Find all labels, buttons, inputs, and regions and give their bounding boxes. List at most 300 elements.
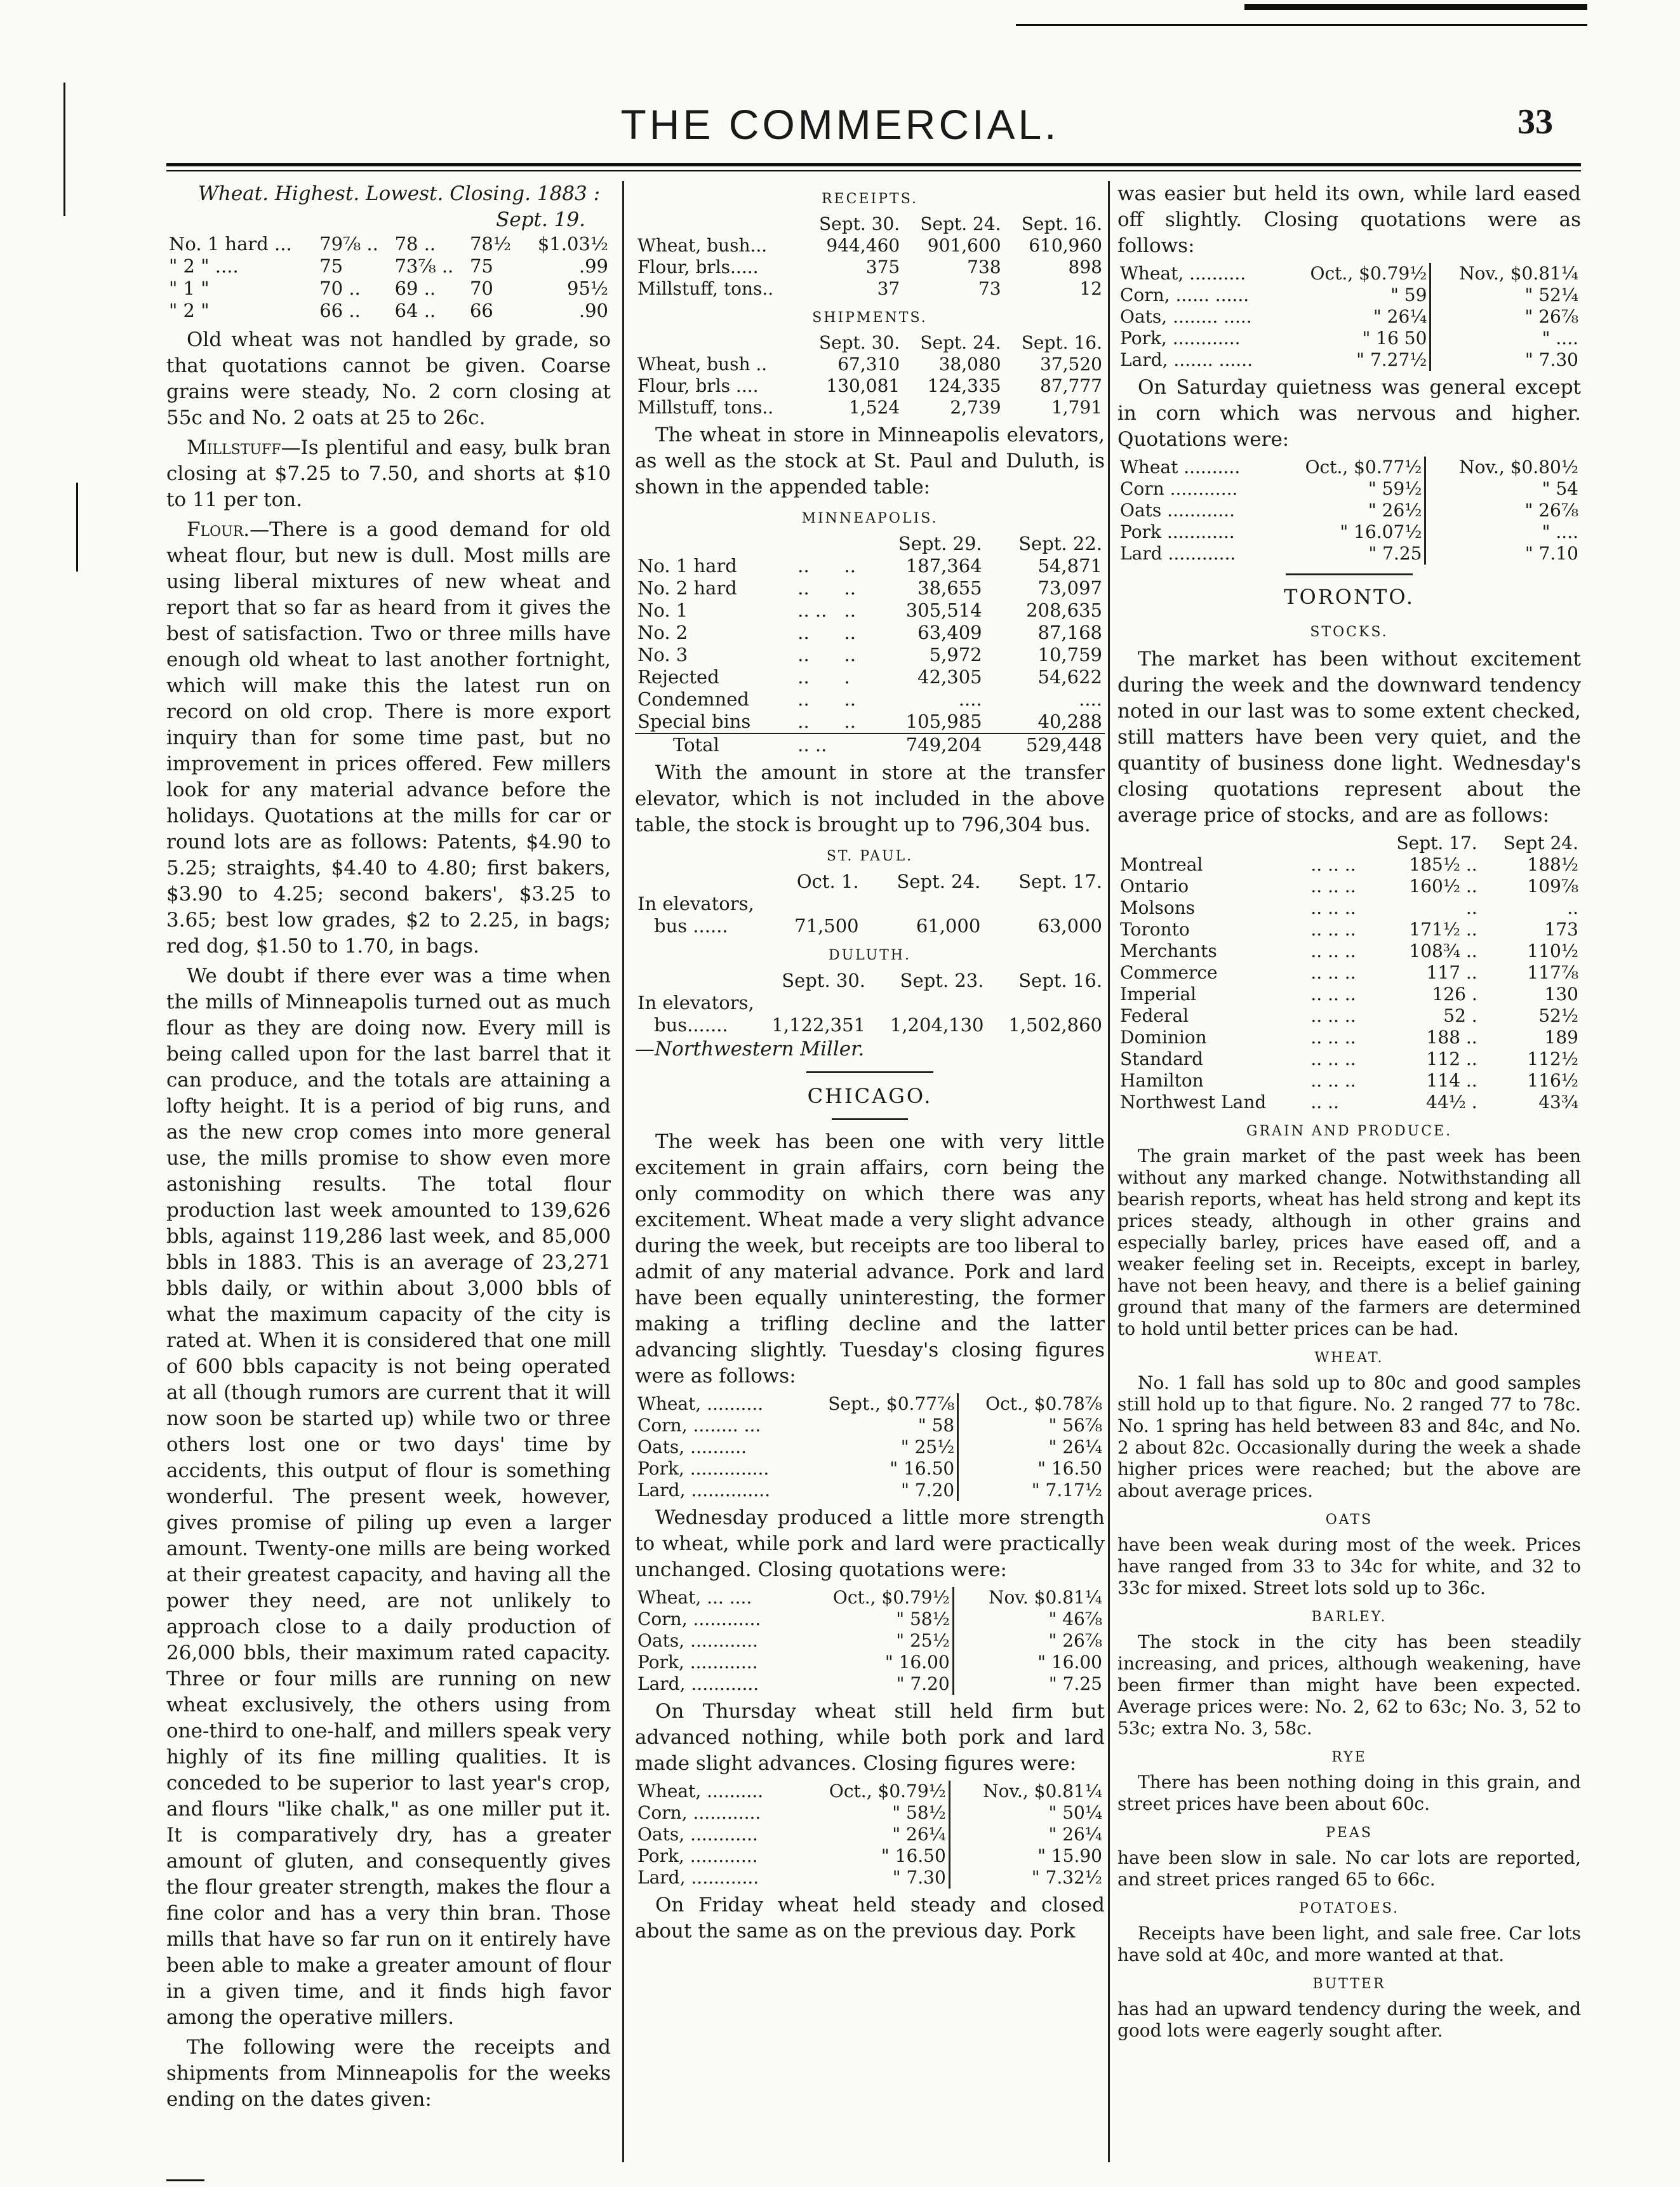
table-row	[1117, 328, 1581, 349]
table-cell: Oats, ........ .....	[1120, 306, 1252, 327]
table-cell: " 7.10	[1425, 543, 1581, 565]
table-cell	[635, 332, 801, 354]
table-cell: Nov. $0.81¼	[953, 1587, 1105, 1608]
table-cell: Sept. 16.	[1021, 332, 1102, 353]
table-cell: " 59½	[1368, 478, 1422, 499]
table-cell: Molsons	[1120, 897, 1196, 918]
column-2	[635, 181, 1105, 2137]
table-cell: 12	[1079, 278, 1102, 299]
top-rule-thick	[1244, 4, 1587, 10]
page-title: THE COMMERCIAL.	[620, 101, 1060, 148]
table-cell: Sept. 24.	[920, 332, 1001, 353]
paragraph: On Saturday quietness was general except in corn which was nervous and higher. Quotations were:	[1117, 376, 1581, 451]
section-heading: STOCKS.	[1310, 624, 1389, 640]
table-cell: 52½	[1538, 1005, 1578, 1026]
table-cell: " 7.25	[953, 1673, 1105, 1695]
table-cell: No. 1	[637, 599, 688, 621]
table-row	[635, 688, 1105, 711]
table-row	[1117, 1092, 1581, 1113]
section-heading-chicago: CHICAGO.	[807, 1084, 933, 1108]
table-row	[1117, 876, 1581, 897]
paragraph: There has been nothing doing in this grain, and street prices have been about 60c.	[1117, 1772, 1581, 1814]
table-cell: Rejected	[637, 666, 719, 688]
table-cell: Toronto	[1120, 919, 1190, 940]
table-cell: 187,364	[905, 555, 982, 577]
table-cell: ..	[1567, 897, 1578, 918]
table-cell: 38,080	[938, 354, 1001, 375]
table-row	[635, 1824, 1105, 1845]
table-cell: " 2 "	[169, 300, 210, 321]
table-cell: " 16.00	[953, 1652, 1105, 1673]
minneapolis-table	[635, 533, 1105, 756]
table-cell: 114 ..	[1426, 1070, 1477, 1091]
table-cell: Wheat, ..........	[1120, 263, 1246, 284]
table-cell: Wheat, ..........	[637, 1393, 764, 1414]
table-cell: ..	[844, 644, 856, 665]
paragraph: We doubt if there ever was a time when the mills of Minneapolis turned out as much flour as they are doing now. Every mill is being called upon for the last barrel that it can produce, and the totals are attaining a lofty height. It is a period of big runs, and as the new crop comes into more general use, the mills promise to show even more astonishing results. The total flour production last week amounted to 139,626 bbls, against 119,286 last week, and 85,000 bbls in 1883. This is an average of 23,271 bbls daily, or within about 3,000 bbls of what the maximum capacity of the city is rated at. When it is considered that one mill of 600 bbls capacity is not being operated at all (though rumors are current that it will now soon be started up) while two or three others lost one or two days' time by accidents, this output of flour is something wonderful. The present week, however, gives promise of piling up even a larger amount. Twenty-one mills are being worked at their greatest capacity, and having all the power they need, are not unlikely to approach close to a daily production of 26,000 bbls, their maximum rated capacity. Three or four mills are running on new wheat exclusively, the others using from one-third to one-half, and millers speak very highly of its fine milling qualities. It is conceded to be superior to last year's crop, and flours "like chalk," as one miller put it. It is comparatively dry, has a greater amount of gluten, and consequently gives the flour greater strength, makes the flour a fine color and has a very thin bran. Those mills that have so far run on it entirely have been able to make a greater amount of flour in a given time, and it finds high favor among the operative millers.	[166, 965, 611, 2029]
table-cell: Lard ............	[1120, 543, 1236, 564]
table-cell: Oct. 1.	[796, 871, 859, 892]
section-heading: SHIPMENTS.	[812, 310, 928, 326]
table-cell: 52 .	[1443, 1005, 1477, 1026]
table-cell: " 59	[1390, 284, 1427, 305]
table-row	[635, 375, 1105, 397]
paragraph-text: —There is a good demand for old wheat flour, but new is dull. Most mills are using liberal mixtures of new wheat and report that so far as heard from it gives the best of satisfaction. Two or three mills have enough old wheat to last another fortnight, which will make this the latest run on record on old crop. There is more export inquiry than for some time past, but no improvement in prices offered. Few millers look for any material advance before the holidays. Quotations at the mills for car or round lots are as follows: Patents, $4.90 to 5.25; straights, $4.40 to 4.80; first bakers, $3.90 to 4.25; second bakers', $3.25 to 3.65; best low grades, $2 to 2.25, in bags; red dog, $1.50 to 1.70, in bags.	[166, 518, 611, 958]
paragraph: The stock in the city has been steadily increasing, and prices, although weakening, have been firmer than might have been expected. Average prices were: No. 2, 62 to 63c; No. 3, 52 to 53c; extra No. 3, 58c.	[1117, 1631, 1581, 1739]
table-row	[1117, 897, 1581, 919]
quotes-table	[635, 1781, 1105, 1889]
table-row	[635, 871, 1105, 893]
table-cell: 529,448	[1026, 734, 1102, 756]
section-heading: GRAIN AND PRODUCE.	[1246, 1123, 1453, 1139]
table-cell: 37,520	[1040, 354, 1102, 375]
table-cell: " 25½	[900, 1436, 955, 1457]
table-row	[1117, 521, 1581, 543]
table-cell: 185½ ..	[1409, 854, 1477, 875]
stocks-table	[1117, 833, 1581, 1113]
table-cell: ....	[958, 688, 982, 710]
table-cell: Oats, ............	[637, 1630, 758, 1651]
table-cell: Hamilton	[1120, 1070, 1204, 1091]
table-row	[635, 332, 1105, 354]
table-row	[1117, 284, 1581, 306]
table-row	[635, 1608, 1105, 1630]
table-cell: .. ..	[797, 599, 827, 621]
shipments-table	[635, 332, 1105, 418]
table-cell: 61,000	[916, 915, 981, 937]
table-cell: 109⅞	[1527, 876, 1578, 897]
table-cell: 70 ..	[319, 278, 361, 299]
table-cell: " 58	[917, 1415, 955, 1436]
table-cell: Corn, ............	[637, 1802, 761, 1823]
table-cell: .. .. ..	[1310, 876, 1356, 897]
paragraph: Receipts have been light, and sale free. Car lots have sold at 40c, and more wanted at that.	[1117, 1923, 1581, 1965]
table-cell: 5,972	[929, 644, 982, 665]
table-row	[635, 644, 1105, 666]
table-cell: Sept. 16.	[1018, 970, 1102, 991]
table-row	[635, 1802, 1105, 1824]
table-cell: " 2 " ....	[169, 255, 239, 277]
table-cell: .	[844, 666, 850, 688]
table-cell: " ....	[1425, 521, 1581, 543]
table-cell: ..	[844, 622, 856, 643]
table-cell: ..	[844, 555, 856, 577]
column-rule-1	[622, 181, 624, 2162]
table-cell: .. .. ..	[1310, 1070, 1356, 1091]
table-cell: 305,514	[905, 599, 982, 621]
paragraph: The grain market of the past week has been without any marked change. Notwithstanding all bearish reports, wheat has held strong and kept its prices steady, although in other grains and especially barley, prices have eased off, and a weaker feeling set in. Receipts, except in barley, have not been heavy, and there is a belief gaining ground that many of the farmers are determined to hold until better prices can be had.	[1117, 1146, 1581, 1339]
table-row	[635, 1867, 1105, 1889]
table-cell: " 58½	[892, 1802, 946, 1823]
section-heading: BUTTER	[1312, 1976, 1386, 1992]
table-cell: Wheat, bush ..	[637, 354, 768, 375]
paragraph-flour	[166, 517, 611, 960]
table-cell: 38,655	[917, 577, 982, 599]
table-cell: 1,122,351	[771, 1014, 866, 1036]
top-rule-thin	[1016, 24, 1587, 26]
table-cell: " 16.50	[890, 1458, 955, 1479]
table-row	[1117, 962, 1581, 984]
paragraph: With the amount in store at the transfer elevator, which is not included in the above table, the stock is brought up to 796,304 bus.	[635, 761, 1105, 836]
table-cell: No. 2	[637, 622, 688, 643]
table-cell: " 46⅞	[953, 1608, 1105, 1630]
table-cell: Pork, ............	[1120, 328, 1241, 349]
table-cell: 188 ..	[1426, 1027, 1477, 1048]
table-cell: 63,000	[1037, 915, 1102, 937]
divider	[1286, 573, 1413, 575]
table-cell: " 1 "	[169, 278, 210, 299]
table-row	[635, 1845, 1105, 1867]
table-row	[166, 233, 611, 255]
table-cell: " 52¼	[1430, 284, 1581, 306]
section-heading: BARLEY.	[1311, 1609, 1387, 1625]
paragraph-lead: Flour.	[187, 518, 250, 541]
table-cell: 73,097	[1037, 577, 1102, 599]
quotes-table	[635, 1587, 1105, 1695]
table-row	[1117, 940, 1581, 962]
table-cell: In elevators,	[637, 992, 754, 1013]
table-cell: No. 1 hard	[637, 555, 737, 577]
table-cell: 1,204,130	[890, 1014, 984, 1036]
table-cell: Oats, ..........	[637, 1436, 747, 1457]
page-number: 33	[1517, 102, 1553, 142]
table-row	[635, 1480, 1105, 1501]
table-row	[1117, 500, 1581, 521]
table-cell: Flour, brls.....	[637, 257, 759, 278]
table-cell: Sept. 23.	[900, 970, 984, 991]
table-cell: 87,777	[1040, 375, 1102, 396]
paragraph: On Friday wheat held steady and closed about the same as on the previous day. Pork	[635, 1894, 1105, 1943]
table-row	[1117, 1070, 1581, 1092]
table-cell: Sept. 30.	[818, 332, 900, 353]
table-cell	[635, 533, 864, 555]
table-cell: Oats ............	[1120, 500, 1235, 521]
table-cell: " 58½	[896, 1608, 950, 1629]
paragraph: The following were the receipts and shipments from Minneapolis for the weeks ending on the dates given:	[166, 2036, 611, 2111]
table-cell: 944,460	[826, 235, 900, 256]
table-row	[635, 599, 1105, 622]
section-heading: RECEIPTS.	[822, 191, 918, 207]
table-cell: 188½	[1527, 854, 1578, 875]
table-cell: " 26⅞	[1430, 306, 1581, 328]
table-row	[635, 533, 1105, 555]
table-cell: .. .. ..	[1310, 984, 1356, 1005]
table-cell: Wheat, ..........	[637, 1781, 764, 1802]
table-cell: " 16.50	[958, 1458, 1105, 1480]
table-row	[635, 213, 1105, 235]
table-row	[635, 577, 1105, 599]
table-cell: Lard, ............	[637, 1867, 759, 1888]
table-cell: .. ..	[797, 734, 827, 756]
table-cell: ..	[844, 711, 856, 732]
table-row	[1117, 263, 1581, 284]
table-cell: Sept. 22.	[1018, 533, 1102, 554]
table-cell: .. .. ..	[1310, 919, 1356, 940]
table-cell: Corn ............	[1120, 478, 1238, 499]
table-row	[635, 354, 1105, 375]
paragraph: Wednesday produced a little more strength to wheat, while pork and lard were practically unchanged. Closing quotations were:	[635, 1506, 1105, 1581]
table-cell: .99	[578, 255, 608, 277]
table-row	[635, 235, 1105, 257]
table-cell: " 7.25	[1368, 543, 1422, 564]
table-cell: Commerce	[1120, 962, 1218, 983]
table-cell: " 7.30	[1430, 349, 1581, 371]
table-cell: Lard, ............	[637, 1673, 759, 1694]
table-cell: 69 ..	[394, 278, 436, 299]
paragraph: No. 1 fall has sold up to 80c and good samples still hold up to that figure. No. 2 ranged 77 to 78c. No. 1 spring has held between 83 and 84c, and No. 2 about 82c. Occasionally during the week a shade higher prices were reached; but the above are about average prices.	[1117, 1372, 1581, 1501]
table-row	[1117, 833, 1581, 854]
table-row	[635, 1781, 1105, 1802]
table-cell: Pork, ............	[637, 1845, 758, 1866]
table-cell: " 26⅞	[953, 1630, 1105, 1652]
section-heading-toronto: TORONTO.	[1284, 585, 1415, 609]
column-1	[166, 181, 611, 2137]
table-cell: ..	[1465, 897, 1477, 918]
paragraph: have been weak during most of the week. Prices have ranged from 33 to 34c for white, and 32 to 33c for mixed. Street lots sold up to 36c.	[1117, 1534, 1581, 1598]
paragraph: On Thursday wheat still held firm but advanced nothing, while both pork and lard made slight advances. Closing figures were:	[635, 1700, 1105, 1775]
section-heading: PEAS	[1326, 1825, 1373, 1841]
table-cell: " 7.27½	[1356, 349, 1427, 370]
table-cell: 1,524	[849, 397, 900, 418]
table-cell: ..	[797, 555, 810, 577]
table-cell: Nov., $0.81¼	[949, 1781, 1105, 1802]
source-credit: —Northwestern Miller.	[635, 1038, 865, 1060]
table-cell: 70	[469, 278, 493, 299]
table-cell: 160½ ..	[1409, 876, 1477, 897]
table-cell: " 26½	[1368, 500, 1422, 521]
table-cell: 117⅞	[1527, 962, 1578, 983]
table-row	[635, 1415, 1105, 1436]
table-row	[635, 893, 1105, 915]
table-cell: ..	[797, 711, 810, 732]
table-cell: Wheat ..........	[1120, 457, 1241, 478]
table-row	[635, 278, 1105, 300]
table-cell: ..	[844, 577, 856, 599]
table-cell: 375	[865, 257, 900, 278]
section-heading: ST. PAUL.	[826, 848, 914, 864]
table-cell: 66	[469, 300, 493, 321]
table-cell: 105,985	[905, 711, 982, 732]
table-cell: 124,335	[927, 375, 1001, 396]
table-cell: Sept. 24.	[920, 213, 1001, 234]
section-heading: MINNEAPOLIS.	[801, 511, 938, 526]
table-cell: 116½	[1527, 1070, 1578, 1091]
table-cell: " 26⅞	[1425, 500, 1581, 521]
paragraph-lead: Millstuff	[187, 436, 281, 459]
table-cell: 73	[978, 278, 1001, 299]
column-rule-2	[1108, 181, 1110, 2162]
table-cell: Total	[673, 734, 719, 756]
table-cell: 112 ..	[1426, 1048, 1477, 1069]
table-cell: " 25½	[896, 1630, 950, 1651]
table-cell: Dominion	[1120, 1027, 1207, 1048]
table-cell: Oct., $0.77½	[1305, 457, 1422, 478]
table-row	[1117, 349, 1581, 371]
table-cell: Wheat, ... ....	[637, 1587, 752, 1608]
wheat-table-date: Sept. 19.	[496, 208, 585, 231]
table-row	[635, 666, 1105, 688]
table-cell: ..	[797, 666, 810, 688]
table-row	[635, 1436, 1105, 1458]
table-cell: " 7.30	[892, 1867, 946, 1888]
table-cell: No. 1 hard ...	[169, 233, 292, 255]
table-row	[635, 257, 1105, 278]
table-cell: " 26¼	[958, 1436, 1105, 1458]
table-cell	[635, 213, 801, 235]
table-cell: Flour, brls ....	[637, 375, 759, 396]
table-cell: .90	[578, 300, 608, 321]
table-cell: " 26¼	[1373, 306, 1427, 327]
table-cell: Sept. 30.	[818, 213, 900, 234]
table-cell: Wheat, bush...	[637, 235, 768, 256]
table-cell: 87,168	[1037, 622, 1102, 643]
table-cell: 40,288	[1037, 711, 1102, 732]
table-cell: 64 ..	[394, 300, 436, 321]
table-cell: 75	[319, 255, 343, 277]
table-row	[635, 1630, 1105, 1652]
wheat-table-header: Wheat. Highest. Lowest. Closing. 1883 :	[198, 182, 601, 205]
table-cell: 95½	[566, 278, 608, 299]
table-cell: Corn, ............	[637, 1608, 761, 1629]
table-cell: 1,791	[1051, 397, 1102, 418]
table-cell: .. .. ..	[1310, 1048, 1356, 1069]
table-cell: No. 2 hard	[637, 577, 737, 599]
table-cell: Millstuff, tons..	[637, 397, 774, 418]
table-cell: Lard, ....... ......	[1120, 349, 1253, 370]
table-cell: " 16.00	[884, 1652, 950, 1673]
table-cell: " 16.50	[881, 1845, 946, 1866]
table-cell: 130	[1544, 984, 1578, 1005]
table-cell: " 7.20	[896, 1673, 950, 1694]
table-cell: " 56⅞	[958, 1415, 1105, 1436]
table-cell: Oct., $0.78⅞	[958, 1393, 1105, 1415]
table-cell: 901,600	[927, 235, 1001, 256]
table-cell: ..	[797, 688, 810, 710]
left-margin-mark-2	[76, 483, 78, 572]
paragraph-text: —Is plentiful and easy, bulk bran closing at $7.25 to 7.50, and shorts at $10 to 11 per ton.	[166, 436, 611, 511]
section-heading: POTATOES.	[1298, 1901, 1400, 1916]
table-cell: 208,635	[1026, 599, 1102, 621]
table-row	[635, 970, 1105, 992]
table-cell: 1,502,860	[1008, 1014, 1102, 1036]
table-cell: 749,204	[905, 734, 982, 756]
table-cell: 10,759	[1037, 644, 1102, 665]
table-cell: Merchants	[1120, 940, 1217, 961]
table-cell: Sept. 24.	[897, 871, 981, 892]
table-cell: Oct., $0.79½	[829, 1781, 946, 1802]
table-cell: " 54	[1425, 478, 1581, 500]
table-cell: " 7.32½	[949, 1867, 1105, 1889]
table-cell: ..	[797, 644, 810, 665]
section-heading: RYE	[1331, 1749, 1367, 1765]
table-row	[1117, 543, 1581, 565]
table-cell: 117 ..	[1426, 962, 1477, 983]
table-cell: 75	[469, 255, 493, 277]
table-cell: Special bins	[637, 711, 751, 732]
table-cell: Corn, ...... ......	[1120, 284, 1250, 305]
table-cell: 63,409	[917, 622, 982, 643]
table-cell: $1.03½	[537, 233, 608, 255]
table-cell: " 7.17½	[958, 1480, 1105, 1501]
table-row	[1117, 984, 1581, 1005]
paragraph: have been slow in sale. No car lots are reported, and street prices ranged 65 to 66c.	[1117, 1847, 1581, 1890]
table-cell: Pork, ............	[637, 1652, 758, 1673]
table-cell: 2,739	[950, 397, 1001, 418]
table-cell: 54,622	[1037, 666, 1102, 688]
table-cell: 610,960	[1029, 235, 1102, 256]
table-cell: " 7.20	[901, 1480, 955, 1501]
wheat-table	[166, 233, 611, 322]
table-cell: Standard	[1120, 1048, 1204, 1069]
table-cell: bus ......	[654, 915, 728, 937]
table-cell: Sept. 16.	[1021, 213, 1102, 234]
table-cell: Condemned	[637, 688, 749, 710]
quotes-table	[1117, 263, 1581, 371]
section-heading: DULUTH.	[829, 947, 911, 963]
table-cell: Lard, ..............	[637, 1480, 771, 1501]
table-cell: 738	[967, 257, 1001, 278]
table-cell: ..	[844, 688, 856, 710]
table-row	[1117, 1005, 1581, 1027]
table-cell: " 26¼	[949, 1824, 1105, 1845]
table-row	[635, 1587, 1105, 1608]
table-cell: ..	[797, 577, 810, 599]
section-heading: WHEAT.	[1314, 1350, 1384, 1366]
table-row	[635, 1458, 1105, 1480]
table-cell: 79⅞ ..	[319, 233, 378, 255]
duluth-table	[635, 970, 1105, 1036]
table-row	[166, 255, 611, 278]
table-cell	[635, 970, 750, 992]
table-cell: Sept 24.	[1503, 833, 1578, 853]
table-cell: Montreal	[1120, 854, 1203, 875]
table-row	[635, 397, 1105, 418]
header-rule-thin	[166, 170, 1581, 171]
column-3	[1117, 181, 1581, 2137]
divider	[832, 1118, 908, 1120]
divider	[806, 1071, 933, 1073]
table-cell: In elevators,	[637, 893, 754, 914]
table-cell: 108¾ ..	[1409, 940, 1477, 961]
table-cell: 130,081	[826, 375, 900, 396]
table-cell: 54,871	[1037, 555, 1102, 577]
table-cell: " 16 50	[1362, 328, 1427, 349]
table-row	[635, 555, 1105, 577]
table-cell: .. .. ..	[1310, 854, 1356, 875]
table-row	[635, 1673, 1105, 1695]
table-cell: 110½	[1527, 940, 1578, 961]
paragraph: Old wheat was not handled by grade, so that quotations cannot be given. Coarse grains were steady, No. 2 corn closing at 55c and No. 2 oats at 25 to 26c.	[166, 328, 611, 429]
